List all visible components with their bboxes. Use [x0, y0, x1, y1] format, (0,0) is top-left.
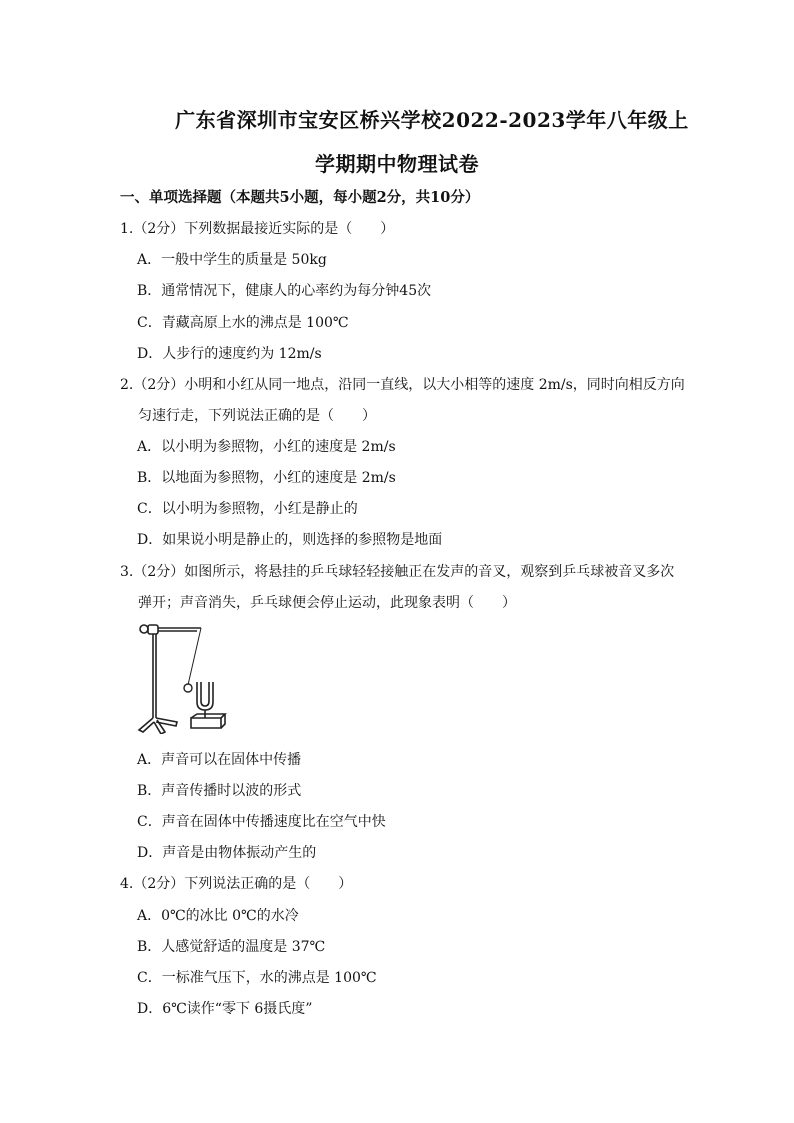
- question-1-option-c: C．青藏高原上水的沸点是 100℃: [137, 315, 349, 331]
- question-1-option-b: B．通常情况下，健康人的心率约为每分钟45次: [137, 283, 432, 299]
- question-2-option-d: D．如果说小明是静止的，则选择的参照物是地面: [137, 532, 443, 548]
- stand-leg-left: [139, 718, 154, 732]
- tuning-fork-pingpong-figure: [135, 618, 240, 734]
- question-3-option-b: B．声音传播时以波的形式: [137, 783, 302, 799]
- question-1-option-a: A．一般中学生的质量是 50kg: [137, 252, 327, 268]
- clamp-screw: [140, 625, 148, 633]
- question-2-option-a: A．以小明为参照物，小红的速度是 2m/s: [137, 439, 396, 455]
- question-1-option-d: D．人步行的速度约为 12m/s: [137, 346, 322, 362]
- section-heading: 一、单项选择题（本题共5小题，每小题2分，共10分）: [120, 189, 480, 206]
- question-4-option-d: D．6℃读作“零下 6摄氏度”: [137, 1001, 313, 1017]
- question-3-stem-line-2: 弹开；声音消失，乒乓球便会停止运动，此现象表明（ ）: [138, 595, 516, 611]
- fork-resonator-box: [191, 718, 221, 728]
- question-4-stem: 4.（2分）下列说法正确的是（ ）: [120, 876, 353, 892]
- question-3-stem-line-1: 3.（2分）如图所示，将悬挂的乒乓球轻轻接触正在发声的音叉，观察到乒乓球被音叉多次: [120, 564, 675, 580]
- pingpong-ball: [184, 684, 192, 692]
- question-4-option-b: B．人感觉舒适的温度是 37℃: [137, 939, 326, 955]
- question-3-option-c: C．声音在固体中传播速度比在空气中快: [137, 814, 386, 830]
- exam-title-line-1: 广东省深圳市宝安区桥兴学校2022-2023学年八年级上: [175, 108, 689, 132]
- question-2-stem-line-1: 2.（2分）小明和小红从同一地点，沿同一直线，以大小相等的速度 2m/s，同时向相反方向: [120, 377, 685, 393]
- question-1-stem: 1.（2分）下列数据最接近实际的是（ ）: [120, 221, 395, 237]
- question-2-option-b: B．以地面为参照物，小红的速度是 2m/s: [137, 470, 396, 486]
- question-2-option-c: C．以小明为参照物，小红是静止的: [137, 501, 358, 517]
- question-3-option-d: D．声音是由物体振动产生的: [137, 845, 317, 861]
- exam-title-line-2: 学期期中物理试卷: [315, 152, 479, 176]
- string: [188, 628, 201, 685]
- question-2-stem-line-2: 匀速行走，下列说法正确的是（ ）: [138, 408, 376, 424]
- stand-clamp: [148, 625, 158, 634]
- question-3-option-a: A．声音可以在固体中传播: [137, 752, 302, 768]
- question-4-option-a: A．0℃的冰比 0℃的水冷: [137, 908, 299, 924]
- question-4-option-c: C．一标准气压下，水的沸点是 100℃: [137, 970, 377, 986]
